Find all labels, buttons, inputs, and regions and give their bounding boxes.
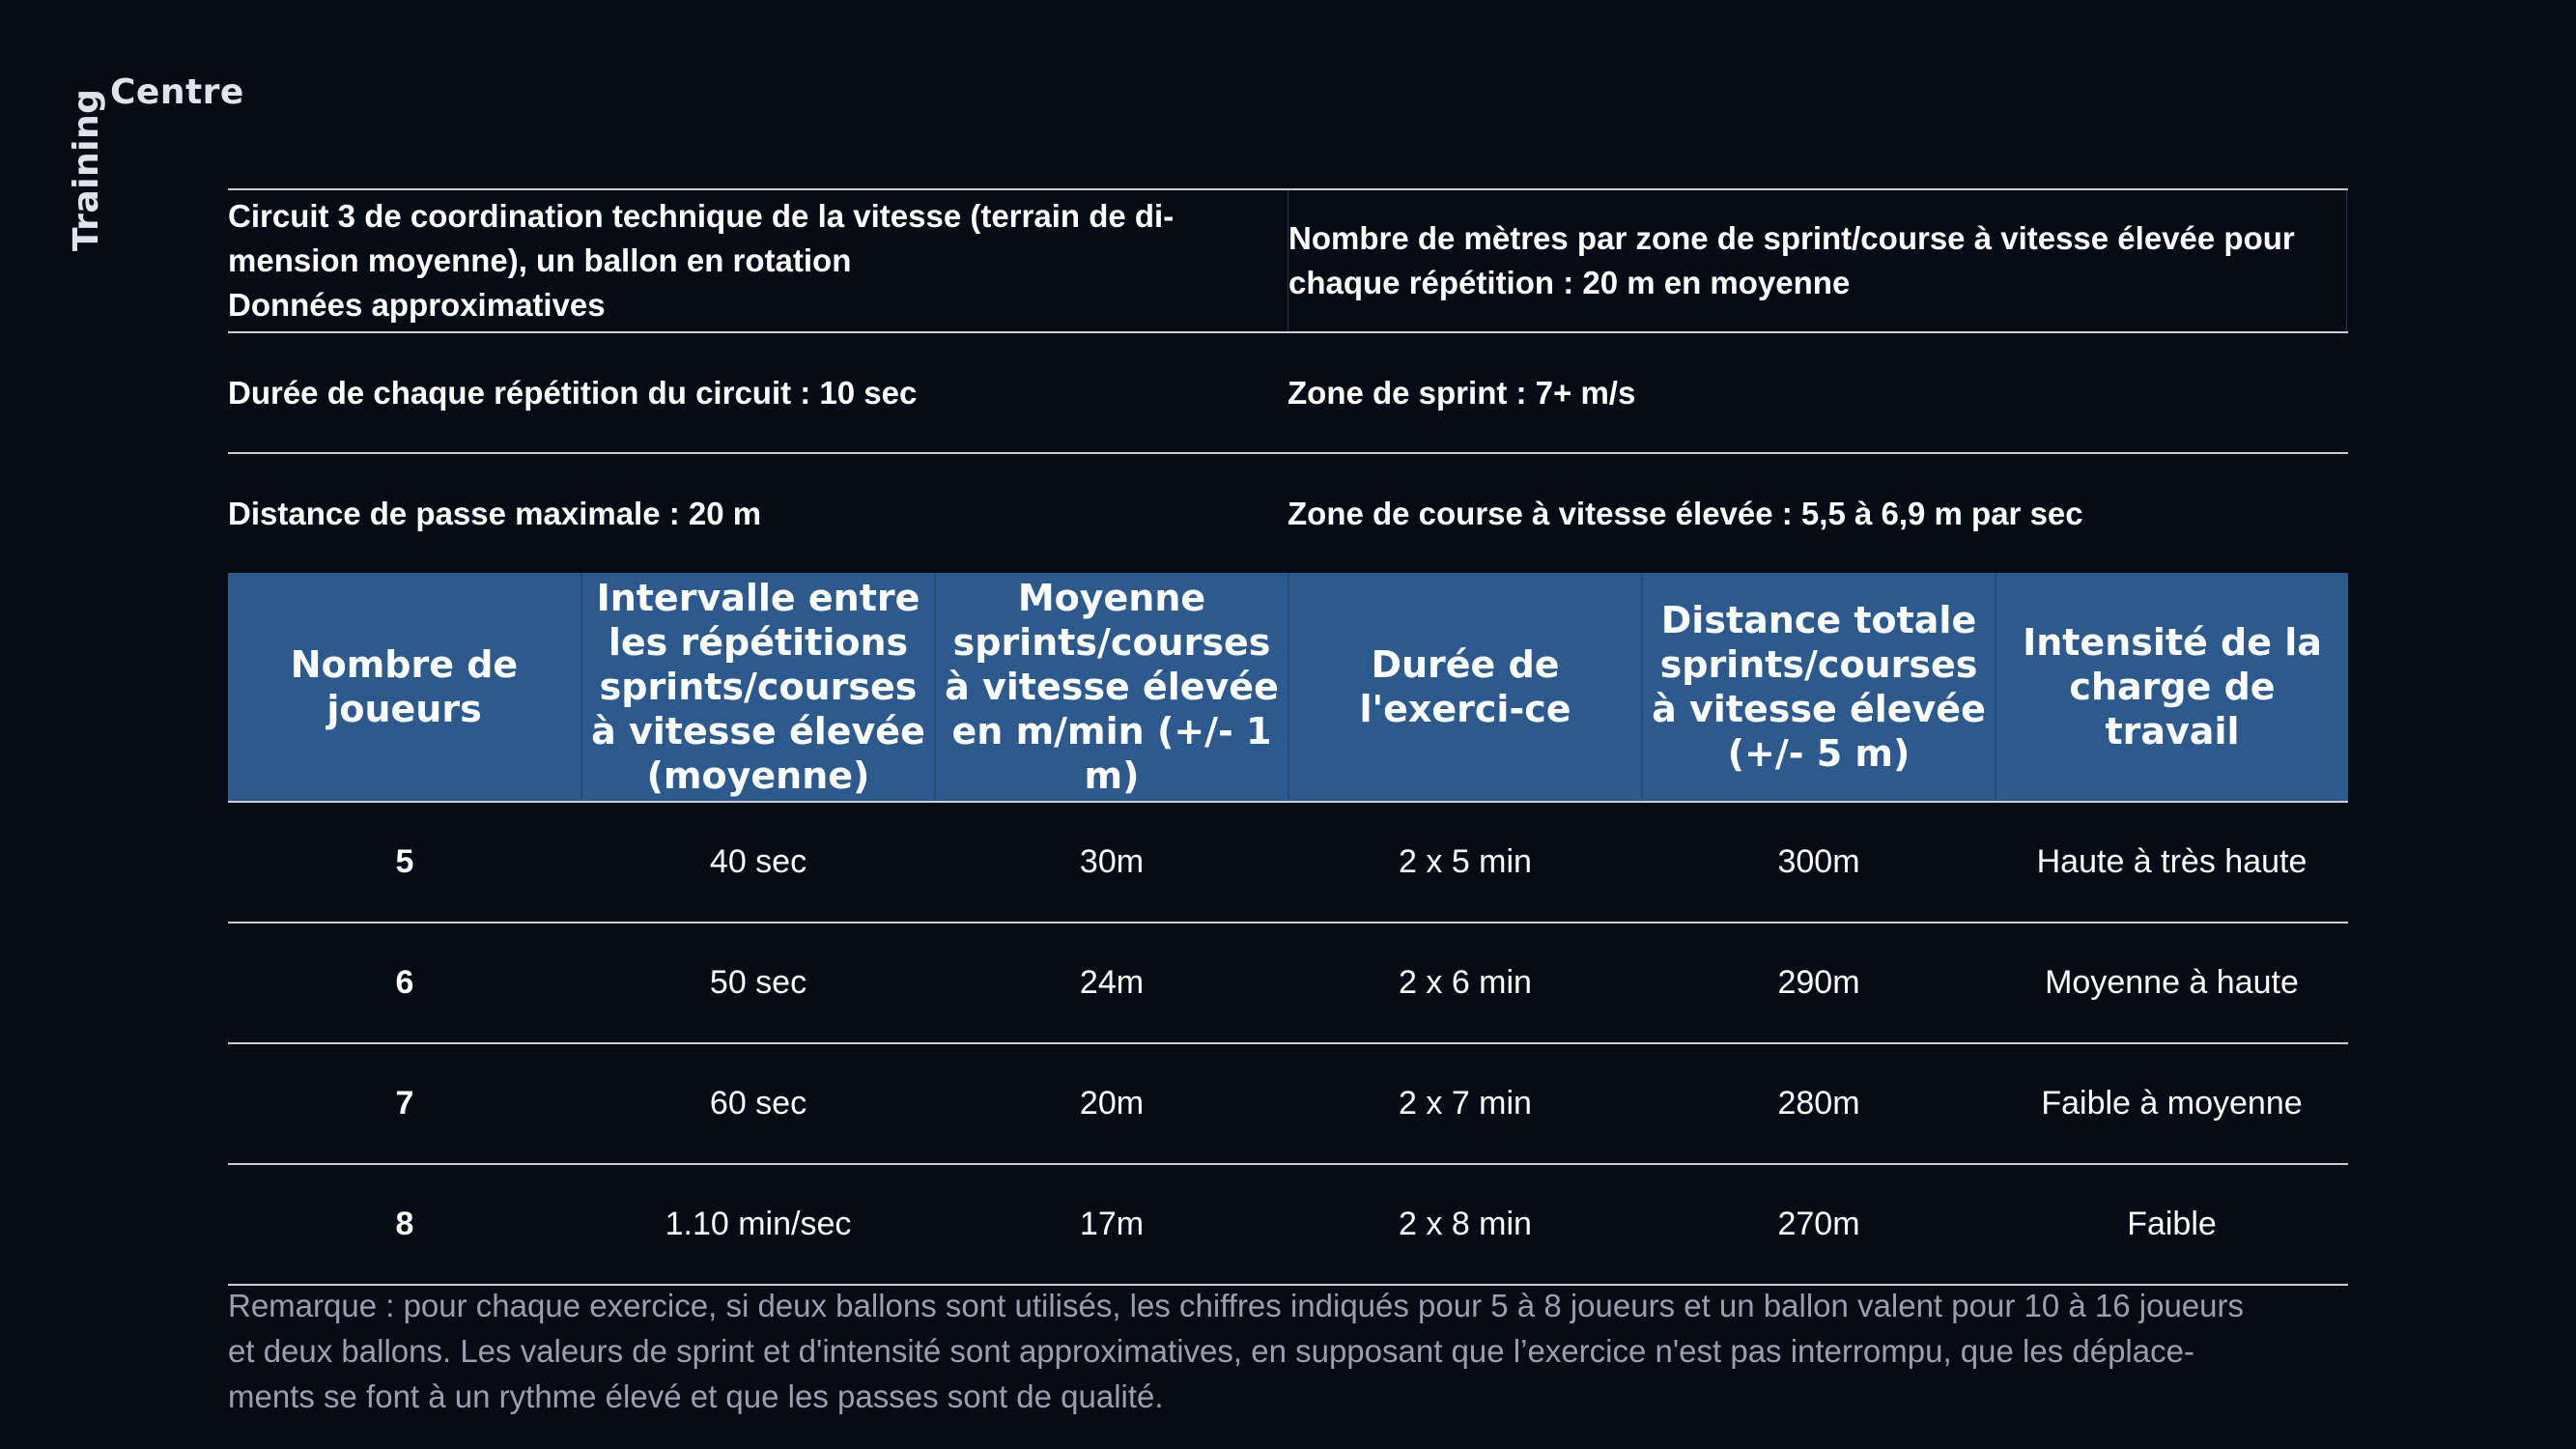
- cell-players: 5: [228, 802, 581, 923]
- repetition-duration: Durée de chaque répétition du circuit : 10 sec: [228, 374, 918, 411]
- circuit-title-line-1: Circuit 3 de coordination technique de la vitesse (terrain de di-: [228, 198, 1175, 234]
- cell-intensity: Moyenne à haute: [1996, 923, 2348, 1043]
- circuit-title-line-2: mension moyenne), un ballon en rotation: [228, 242, 852, 278]
- remark-line-2: et deux ballons. Les valeurs de sprint et d'intensité sont approximatives, en supposant que l’exercice n'est pas interrompu, que les déplace-: [228, 1333, 2194, 1369]
- cell-total-distance: 300m: [1642, 802, 1996, 923]
- cell-total-distance: 280m: [1642, 1043, 1996, 1164]
- cell-intensity: Faible à moyenne: [1996, 1043, 2348, 1164]
- remark-note: [228, 1283, 2353, 1419]
- cell-intensity: Faible: [1996, 1164, 2348, 1285]
- remark-line-3: ments se font à un rythme élevé et que les passes sont de qualité.: [228, 1378, 1164, 1414]
- table-row: [228, 1043, 2348, 1164]
- header-exercise-duration: Durée de l'exerci-ce: [1288, 573, 1642, 802]
- logo-centre: Centre: [110, 72, 244, 112]
- cell-duration: 2 x 8 min: [1288, 1164, 1642, 1285]
- info-block: [228, 188, 2348, 575]
- cell-players: 8: [228, 1164, 581, 1285]
- header-average-speed: Moyenne sprints/courses à vitesse élevée en m/min (+/- 1 m): [935, 573, 1288, 802]
- cell-players: 7: [228, 1043, 581, 1164]
- info-row-circuit: [228, 188, 2348, 331]
- table-header-row: [228, 573, 2348, 802]
- cell-players: 6: [228, 923, 581, 1043]
- cell-duration: 2 x 7 min: [1288, 1043, 1642, 1164]
- high-speed-zone: Zone de course à vitesse élevée : 5,5 à 6,9 m par sec: [1288, 495, 2083, 531]
- meters-per-zone-line-2: chaque répétition : 20 m en moyenne: [1288, 265, 1851, 300]
- meters-per-zone-line-1: Nombre de mètres par zone de sprint/course à vitesse élevée pour: [1288, 220, 2295, 256]
- cell-interval: 40 sec: [581, 802, 935, 923]
- header-workload-intensity: Intensité de la charge de travail: [1996, 573, 2348, 802]
- cell-interval: 50 sec: [581, 923, 935, 1043]
- header-interval: Intervalle entre les répétitions sprints/courses à vitesse élevée (moyenne): [581, 573, 935, 802]
- cell-average-speed: 17m: [935, 1164, 1288, 1285]
- header-players: Nombre de joueurs: [228, 573, 581, 802]
- cell-interval: 1.10 min/sec: [581, 1164, 935, 1285]
- table-row: [228, 923, 2348, 1043]
- max-pass-distance: Distance de passe maximale : 20 m: [228, 495, 762, 531]
- header-total-distance: Distance totale sprints/courses à vitesse élevée (+/- 5 m): [1642, 573, 1996, 802]
- logo-training: Training: [67, 88, 106, 251]
- meters-per-zone: [1288, 190, 2347, 331]
- circuit-title-line-3: Données approximatives: [228, 287, 606, 323]
- sprint-zone: Zone de sprint : 7+ m/s: [1288, 374, 1636, 411]
- table-row: [228, 802, 2348, 923]
- workload-table: [228, 573, 2348, 1286]
- remark-line-1: Remarque : pour chaque exercice, si deux ballons sont utilisés, les chiffres indiqués pour 5 à 8 joueurs et un ballon valent pour 10 à 16 joueurs: [228, 1288, 2244, 1323]
- info-row-duration: [228, 331, 2348, 452]
- circuit-description: [228, 190, 1288, 331]
- cell-duration: 2 x 5 min: [1288, 802, 1642, 923]
- table-row: [228, 1164, 2348, 1285]
- cell-average-speed: 24m: [935, 923, 1288, 1043]
- cell-average-speed: 20m: [935, 1043, 1288, 1164]
- cell-total-distance: 290m: [1642, 923, 1996, 1043]
- cell-interval: 60 sec: [581, 1043, 935, 1164]
- cell-intensity: Haute à très haute: [1996, 802, 2348, 923]
- cell-duration: 2 x 6 min: [1288, 923, 1642, 1043]
- info-row-distance: [228, 452, 2348, 575]
- cell-average-speed: 30m: [935, 802, 1288, 923]
- cell-total-distance: 270m: [1642, 1164, 1996, 1285]
